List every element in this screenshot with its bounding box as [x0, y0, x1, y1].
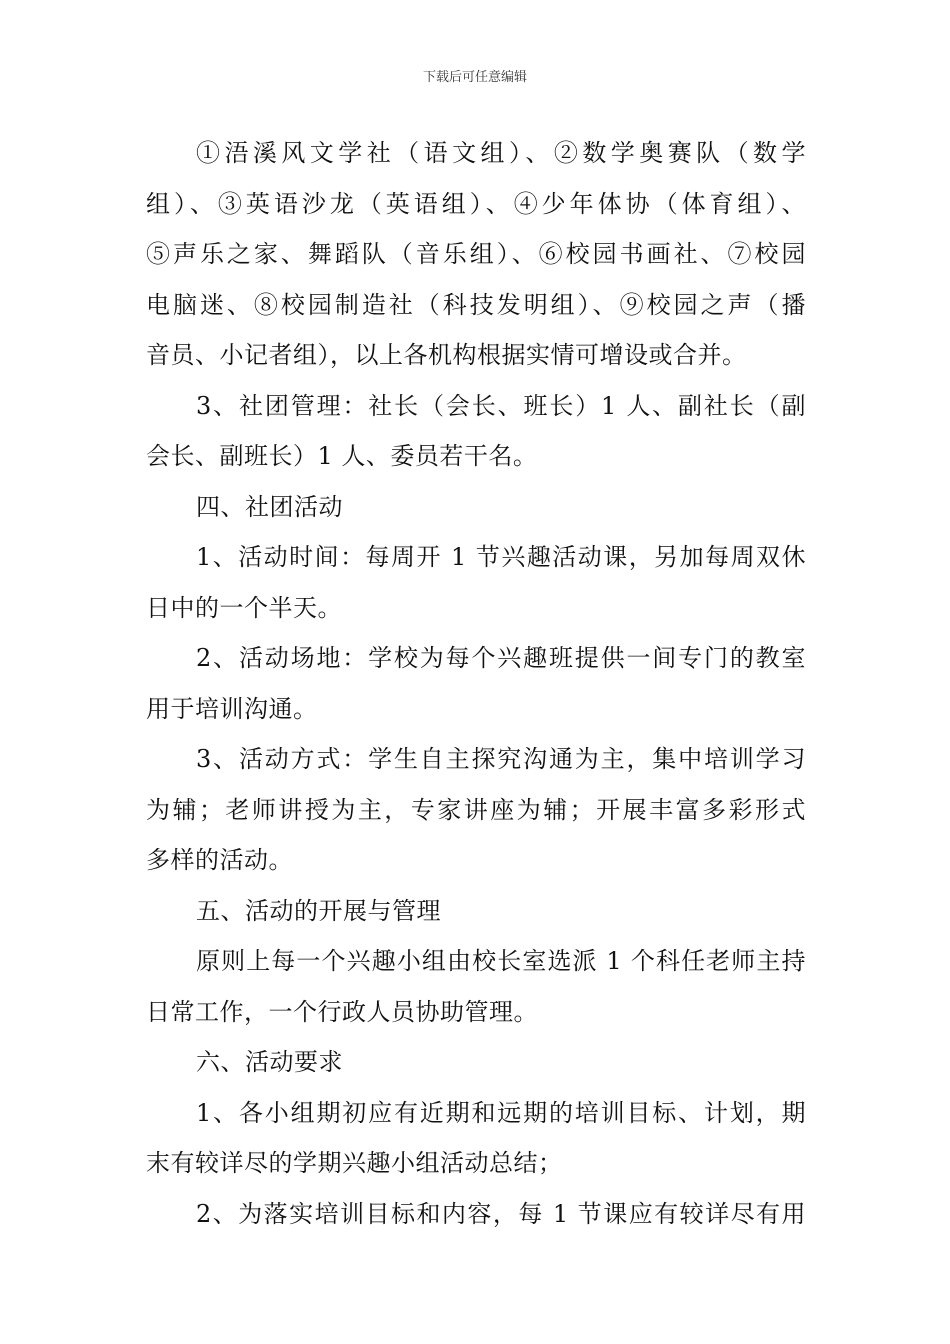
- text-line: 六、活动要求: [196, 1048, 343, 1076]
- text-line: 组）、③英语沙龙（英语组）、④少年体协（体育组）、: [146, 189, 806, 218]
- text-line: 2、为落实培训目标和内容，每 1 节课应有较详尽有用: [196, 1199, 806, 1228]
- text-line: 电脑迷、⑧校园制造社（科技发明组）、⑨校园之声（播: [146, 290, 806, 319]
- text-line: 日常工作，一个行政人员协助管理。: [146, 997, 538, 1026]
- text-line: ⑤声乐之家、舞蹈队（音乐组）、⑥校园书画社、⑦校园: [146, 240, 806, 268]
- text-line: 多样的活动。: [146, 846, 293, 874]
- text-line: ①浯溪风文学社（语文组）、②数学奥赛队（数学: [196, 139, 806, 167]
- header-note: 下载后可任意编辑: [422, 70, 527, 85]
- text-line: 原则上每一个兴趣小组由校长室选派 1 个科任老师主持: [196, 947, 806, 975]
- text-line: 3、活动方式：学生自主探究沟通为主，集中培训学习: [196, 745, 806, 773]
- text-line: 1、各小组期初应有近期和远期的培训目标、计划，期: [196, 1098, 806, 1127]
- text-line: 1、活动时间：每周开 1 节兴趣活动课，另加每周双休: [196, 543, 806, 571]
- text-line: 五、活动的开展与管理: [196, 896, 441, 925]
- text-line: 2、活动场地：学校为每个兴趣班提供一间专门的教室: [196, 644, 806, 672]
- document-body: [146, 128, 806, 1239]
- text-line: 3、社团管理：社长（会长、班长）1 人、副社长（副: [196, 391, 806, 420]
- text-line: 四、社团活动: [196, 492, 343, 521]
- text-line: 末有较详尽的学期兴趣小组活动总结；: [146, 1149, 563, 1177]
- text-line: 音员、小记者组），以上各机构根据实情可增设或合并。: [146, 341, 747, 369]
- text-line: 为辅；老师讲授为主，专家讲座为辅；开展丰富多彩形式: [146, 795, 806, 824]
- text-line: 日中的一个半天。: [146, 593, 342, 622]
- text-line: 会长、副班长）1 人、委员若干名。: [146, 442, 538, 470]
- text-line: 用于培训沟通。: [146, 694, 318, 723]
